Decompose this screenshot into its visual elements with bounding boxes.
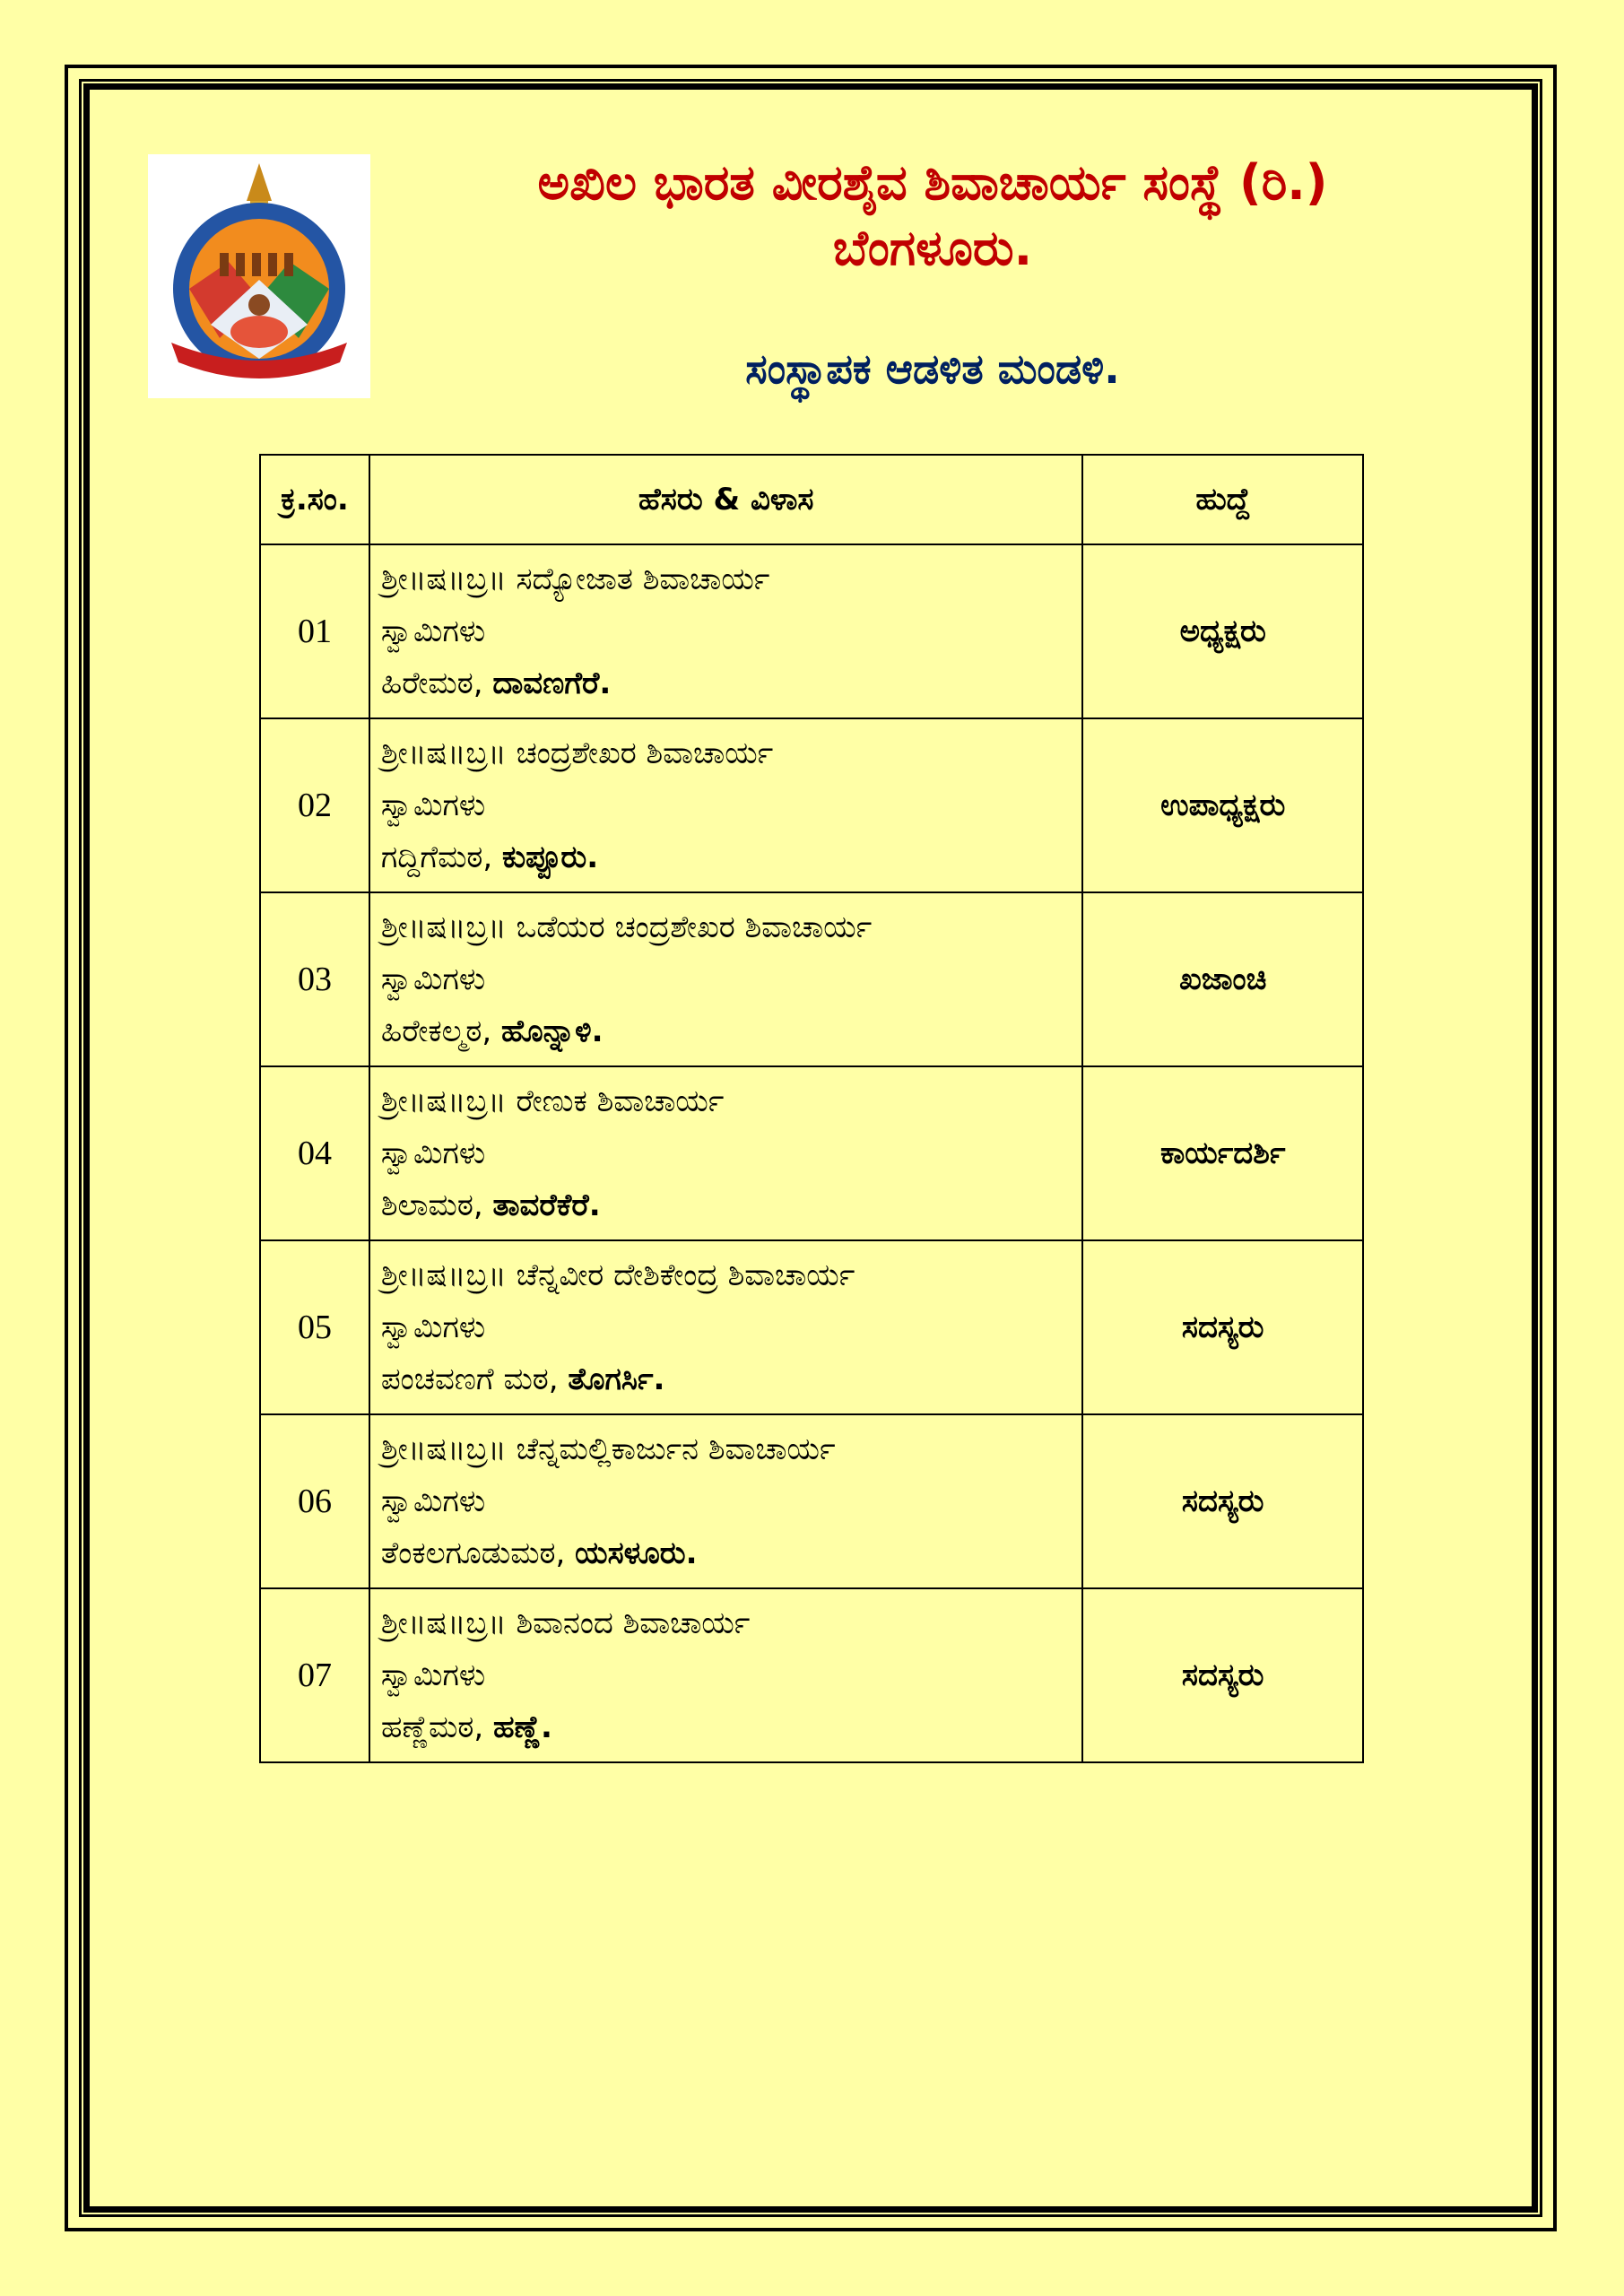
- swamiji-title: ಸ್ವಾಮಿಗಳು: [380, 1483, 486, 1519]
- swamiji-title: ಸ್ವಾಮಿಗಳು: [380, 1309, 486, 1345]
- place-name: ದಾವಣಗೆರೆ.: [492, 665, 612, 701]
- table-row: [260, 892, 1363, 1066]
- table-row: [260, 1588, 1363, 1762]
- position-cell: ಅಧ್ಯಕ್ಷರು: [1082, 544, 1363, 718]
- position-cell: ಖಜಾಂಚಿ: [1082, 892, 1363, 1066]
- place-name: ತೊಗರ್ಸಿ.: [568, 1361, 665, 1397]
- swamiji-title: ಸ್ವಾಮಿಗಳು: [380, 613, 486, 649]
- organization-logo: [148, 154, 370, 398]
- serial-number-cell: 07: [260, 1588, 369, 1762]
- name-address-cell: [369, 1240, 1083, 1414]
- address-line: [381, 831, 1072, 883]
- swamiji-name: ಶ್ರೀ॥ಷ॥ಬ್ರ॥ ಸದ್ಯೋಜಾತ ಶಿವಾಚಾರ್ಯ: [380, 561, 770, 597]
- serial-number-cell: 03: [260, 892, 369, 1066]
- position-cell: ಸದಸ್ಯರು: [1082, 1414, 1363, 1588]
- swamiji-name: ಶ್ರೀ॥ಷ॥ಬ್ರ॥ ಚೆನ್ನಮಲ್ಲಿಕಾರ್ಜುನ ಶಿವಾಚಾರ್ಯ: [380, 1431, 836, 1467]
- address-line: [381, 1701, 1072, 1753]
- math-name: ಗದ್ದಿಗೆಮಠ,: [380, 839, 493, 875]
- math-name: ತೆಂಕಲಗೂಡುಮಠ,: [380, 1535, 566, 1571]
- address-line: [381, 1353, 1072, 1405]
- table-header-row: [260, 455, 1363, 544]
- position-cell: ಸದಸ್ಯರು: [1082, 1240, 1363, 1414]
- math-name: ಶಿಲಾಮಠ,: [380, 1187, 483, 1223]
- math-name: ಪಂಚವಣಗೆ ಮಠ,: [380, 1361, 559, 1397]
- name-address-cell: [369, 1066, 1083, 1240]
- table-row: [260, 1414, 1363, 1588]
- name-address-cell: [369, 1588, 1083, 1762]
- title-line-2: ಬೆಂಗಳೂರು.: [832, 219, 1033, 276]
- swamiji-title: ಸ್ವಾಮಿಗಳು: [380, 1135, 486, 1171]
- header-position: ಹುದ್ದೆ: [1082, 455, 1363, 544]
- place-name: ಹೊನ್ನಾಳಿ.: [500, 1013, 604, 1049]
- position-cell: ಸದಸ್ಯರು: [1082, 1588, 1363, 1762]
- swamiji-title: ಸ್ವಾಮಿಗಳು: [380, 961, 486, 997]
- founding-board-table: [259, 454, 1364, 1763]
- name-address-cell: [369, 892, 1083, 1066]
- place-name: ಕುಪ್ಪೂರು.: [502, 839, 599, 875]
- swamiji-name: ಶ್ರೀ॥ಷ॥ಬ್ರ॥ ರೇಣುಕ ಶಿವಾಚಾರ್ಯ: [380, 1083, 725, 1119]
- address-line: [381, 1005, 1072, 1057]
- table-row: [260, 1066, 1363, 1240]
- logo-emblem-icon: [148, 154, 370, 398]
- position-cell: ಕಾರ್ಯದರ್ಶಿ: [1082, 1066, 1363, 1240]
- serial-number-cell: 05: [260, 1240, 369, 1414]
- swamiji-title: ಸ್ವಾಮಿಗಳು: [380, 787, 486, 823]
- swamiji-name: ಶ್ರೀ॥ಷ॥ಬ್ರ॥ ಒಡೆಯರ ಚಂದ್ರಶೇಖರ ಶಿವಾಚಾರ್ಯ: [380, 909, 873, 945]
- header-name-address: ಹೆಸರು & ವಿಳಾಸ: [369, 455, 1083, 544]
- board-subtitle: ಸಂಸ್ಥಾಪಕ ಆಡಳಿತ ಮಂಡಳಿ.: [745, 344, 1120, 393]
- serial-number-cell: 06: [260, 1414, 369, 1588]
- position-cell: ಉಪಾಧ್ಯಕ್ಷರು: [1082, 718, 1363, 892]
- math-name: ಹಣ್ಣೆಮಠ,: [380, 1709, 484, 1745]
- math-name: ಹಿರೇಮಠ,: [380, 665, 483, 701]
- swamiji-title: ಸ್ವಾಮಿಗಳು: [380, 1657, 486, 1693]
- address-line: [381, 1527, 1072, 1579]
- title-line-1: ಅಖಿಲ ಭಾರತ ವೀರಶೈವ ಶಿವಾಚಾರ್ಯ ಸಂಸ್ಥೆ (ರಿ.): [537, 154, 1328, 211]
- place-name: ಯಸಳೂರು.: [575, 1535, 698, 1571]
- math-name: ಹಿರೇಕಲ್ಮಠ,: [380, 1013, 492, 1049]
- name-address-cell: [369, 718, 1083, 892]
- header-serial-number: ಕ್ರ.ಸಂ.: [260, 455, 369, 544]
- name-address-cell: [369, 1414, 1083, 1588]
- place-name: ತಾವರೆಕೆರೆ.: [492, 1187, 601, 1223]
- swamiji-name: ಶ್ರೀ॥ಷ॥ಬ್ರ॥ ಶಿವಾನಂದ ಶಿವಾಚಾರ್ಯ: [380, 1605, 751, 1641]
- name-address-cell: [369, 544, 1083, 718]
- table-row: [260, 1240, 1363, 1414]
- organization-title: [395, 151, 1471, 282]
- serial-number-cell: 01: [260, 544, 369, 718]
- address-line: [381, 1179, 1072, 1231]
- table-row: [260, 544, 1363, 718]
- serial-number-cell: 02: [260, 718, 369, 892]
- serial-number-cell: 04: [260, 1066, 369, 1240]
- address-line: [381, 657, 1072, 709]
- swamiji-name: ಶ್ರೀ॥ಷ॥ಬ್ರ॥ ಚಂದ್ರಶೇಖರ ಶಿವಾಚಾರ್ಯ: [380, 735, 774, 771]
- swamiji-name: ಶ್ರೀ॥ಷ॥ಬ್ರ॥ ಚೆನ್ನವೀರ ದೇಶಿಕೇಂದ್ರ ಶಿವಾಚಾರ್ಯ: [380, 1257, 855, 1293]
- place-name: ಹಣ್ಣೆ.: [492, 1709, 552, 1745]
- table-row: [260, 718, 1363, 892]
